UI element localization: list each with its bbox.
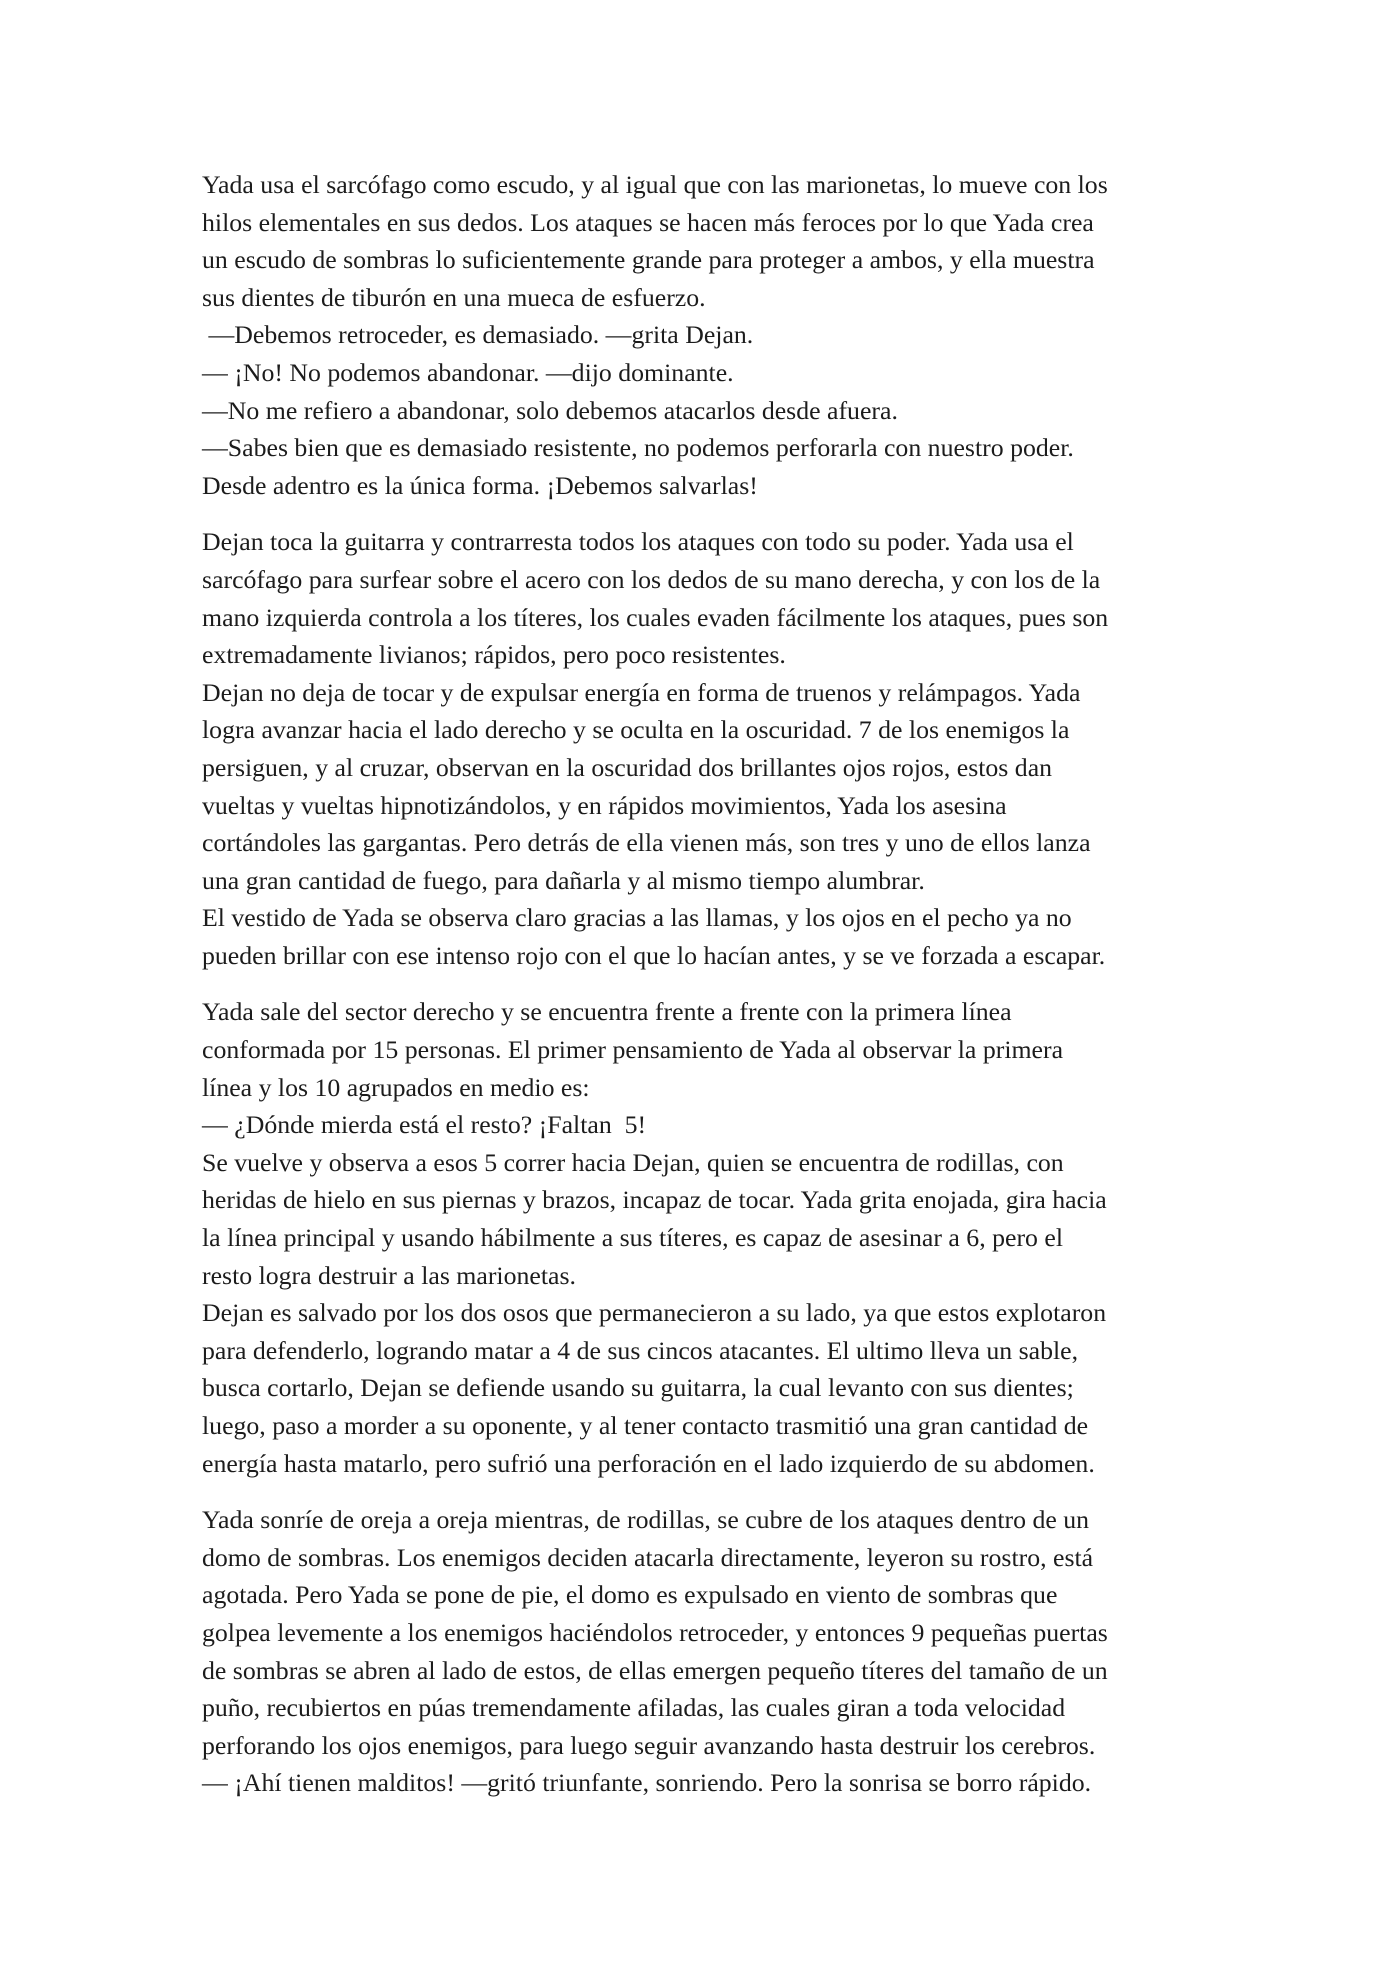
dialogue-line: —No me refiero a abandonar, solo debemos atacarlos desde afuera. [202,395,898,425]
dialogue-line: —Sabes bien que es demasiado resistente, no podemos perforarla con nuestro poder. [202,433,1074,463]
dialogue-line: — ¡No! No podemos abandonar. —dijo dominante. [202,357,734,387]
text-line: una gran cantidad de fuego, para dañarla y al mismo tiempo alumbrar. [202,865,925,895]
text-line: un escudo de sombras lo suficientemente grande para proteger a ambos, y ella muestra [202,245,1095,275]
text-line: mano izquierda controla a los títeres, los cuales evaden fácilmente los ataques, pues son [202,602,1109,632]
text-line: Yada usa el sarcófago como escudo, y al igual que con las marionetas, lo mueve con los [202,170,1108,199]
text-line: golpea levemente a los enemigos haciéndolos retroceder, y entonces 9 pequeñas puertas [202,1617,1108,1647]
text-line: heridas de hielo en sus piernas y brazos, incapaz de tocar. Yada grita enojada, gira hacia [202,1185,1107,1215]
text-line: persiguen, y al cruzar, observan en la oscuridad dos brillantes ojos rojos, estos dan [202,752,1053,782]
text-line: para defenderlo, logrando matar a 4 de sus cincos atacantes. El ultimo lleva un sable, [202,1335,1079,1365]
text-line: línea y los 10 agrupados en medio es: [202,1072,590,1102]
paragraph-2 [202,523,1212,974]
paragraph-spacer [202,1482,1212,1501]
dialogue-line: — ¿Dónde mierda está el resto? ¡Faltan 5! [202,1110,647,1140]
text-line: Se vuelve y observa a esos 5 correr hacia Dejan, quien se encuentra de rodillas, con [202,1147,1064,1177]
text-line: la línea principal y usando hábilmente a sus títeres, es capaz de asesinar a 6, pero el [202,1223,1063,1253]
text-line: Dejan es salvado por los dos osos que permanecieron a su lado, ya que estos explotaron [202,1298,1107,1328]
text-line: busca cortarlo, Dejan se defiende usando su guitarra, la cual levanto con sus dientes; [202,1373,1074,1403]
text-line: Yada sale del sector derecho y se encuentra frente a frente con la primera línea [202,997,1012,1027]
dialogue-line: —Debemos retroceder, es demasiado. —grita Dejan. [202,320,754,350]
text-line: pueden brillar con ese intenso rojo con el que lo hacían antes, y se ve forzada a escapar. [202,940,1106,970]
text-line: Desde adentro es la única forma. ¡Debemos salvarlas! [202,470,758,500]
text-line: Dejan toca la guitarra y contrarresta todos los ataques con todo su poder. Yada usa el [202,527,1074,557]
text-line: Dejan no deja de tocar y de expulsar energía en forma de truenos y relámpagos. Yada [202,677,1081,707]
text-line: extremadamente livianos; rápidos, pero poco resistentes. [202,640,786,670]
text-line: sus dientes de tiburón en una mueca de esfuerzo. [202,282,706,312]
text-line: domo de sombras. Los enemigos deciden atacarla directamente, leyeron su rostro, está [202,1542,1094,1572]
text-line: luego, paso a morder a su oponente, y al tener contacto trasmitió una gran cantidad de [202,1411,1089,1440]
text-line: cortándoles las gargantas. Pero detrás de ella vienen más, son tres y uno de ellos lanza [202,828,1091,858]
paragraph-3 [202,993,1212,1482]
text-line: hilos elementales en sus dedos. Los ataques se hacen más feroces por lo que Yada crea [202,207,1094,237]
document-body [202,166,1212,1802]
paragraph-spacer [202,504,1212,523]
dialogue-line: — ¡Ahí tienen malditos! —gritó triunfante, sonriendo. Pero la sonrisa se borro rápido. [202,1768,1092,1798]
text-line: vueltas y vueltas hipnotizándolos, y en rápidos movimientos, Yada los asesina [202,790,1007,820]
text-line: energía hasta matarlo, pero sufrió una perforación en el lado izquierdo de su abdomen. [202,1448,1095,1478]
text-line: Yada sonríe de oreja a oreja mientras, de rodillas, se cubre de los ataques dentro de un [202,1505,1090,1535]
text-line: sarcófago para surfear sobre el acero con los dedos de su mano derecha, y con los de la [202,564,1101,594]
text-line: puño, recubiertos en púas tremendamente afiladas, las cuales giran a toda velocidad [202,1693,1066,1723]
text-line: resto logra destruir a las marionetas. [202,1260,576,1290]
paragraph-1 [202,166,1212,504]
text-line: agotada. Pero Yada se pone de pie, el domo es expulsado en viento de sombras que [202,1580,1058,1610]
paragraph-4 [202,1501,1212,1802]
text-line: perforando los ojos enemigos, para luego seguir avanzando hasta destruir los cerebros. [202,1730,1096,1760]
text-line: de sombras se abren al lado de estos, de ellas emergen pequeño títeres del tamaño de un [202,1655,1108,1685]
text-line: conformada por 15 personas. El primer pensamiento de Yada al observar la primera [202,1035,1064,1065]
text-line: logra avanzar hacia el lado derecho y se oculta en la oscuridad. 7 de los enemigos la [202,715,1070,745]
text-line: El vestido de Yada se observa claro gracias a las llamas, y los ojos en el pecho ya no [202,903,1072,933]
paragraph-spacer [202,974,1212,993]
